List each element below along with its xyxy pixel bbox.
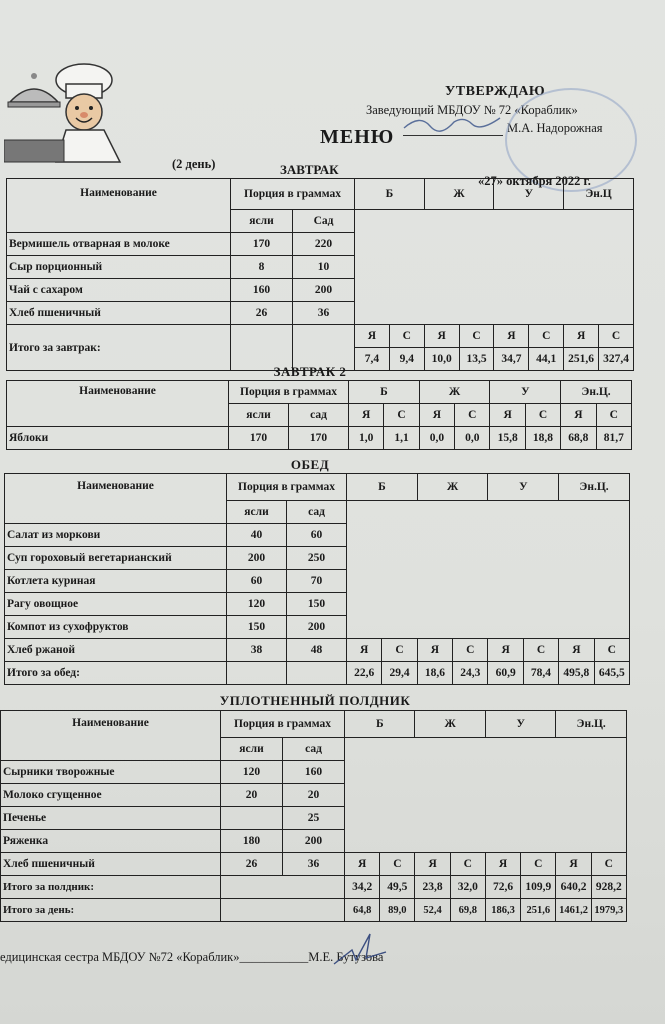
nutrient-value: 0,0: [419, 427, 454, 450]
approve-position: Заведующий МБДОУ № 72 «Кораблик»: [366, 103, 578, 117]
header-yasli: ясли: [221, 738, 283, 761]
dish-name: Чай с сахаром: [7, 279, 231, 302]
portion-yasli: 200: [227, 547, 287, 570]
col-s: С: [453, 639, 488, 662]
col-s: С: [389, 325, 424, 348]
header-b: Б: [349, 381, 420, 404]
nurse-name: М.Е. Бутузова: [308, 950, 384, 964]
dish-name: Молоко сгущенное: [1, 784, 221, 807]
portion-yasli: 150: [227, 616, 287, 639]
breakfast-title: ЗАВТРАК: [280, 162, 339, 177]
nurse-signature: [330, 930, 390, 970]
total-value: 327,4: [599, 348, 634, 371]
total-value: 645,5: [594, 662, 629, 685]
portion-sad: 170: [289, 427, 349, 450]
portion-yasli: 40: [227, 524, 287, 547]
header-sad: сад: [289, 404, 349, 427]
total-value: 34,7: [494, 348, 529, 371]
portion-sad: 200: [283, 830, 345, 853]
header-portion: Порция в граммах: [221, 711, 345, 738]
portion-sad: 48: [287, 639, 347, 662]
header-zh: Ж: [417, 474, 488, 501]
col-ya: Я: [559, 639, 594, 662]
total-value: 22,6: [347, 662, 382, 685]
header-b: Б: [347, 474, 418, 501]
header-yasli: ясли: [229, 404, 289, 427]
col-ya: Я: [347, 639, 382, 662]
header-yasli: ясли: [231, 210, 293, 233]
total-value: 78,4: [523, 662, 558, 685]
header-u: У: [494, 179, 564, 210]
total-value: 34,2: [345, 876, 380, 899]
total-value: 10,0: [424, 348, 459, 371]
blank-area: [355, 210, 634, 325]
day-total-value: 52,4: [415, 899, 450, 922]
header-portion: Порция в граммах: [229, 381, 349, 404]
portion-sad: 220: [293, 233, 355, 256]
total-value: 7,4: [355, 348, 390, 371]
total-value: 9,4: [389, 348, 424, 371]
menu-date: «27» октября 2022 г.: [478, 174, 591, 188]
total-label: Итого за полдник:: [1, 876, 221, 899]
portion-yasli: 180: [221, 830, 283, 853]
portion-sad: 36: [283, 853, 345, 876]
total-value: 13,5: [459, 348, 494, 371]
header-name: Наименование: [7, 381, 229, 427]
portion-yasli: 26: [231, 302, 293, 325]
day-label: (2 день): [172, 157, 216, 171]
col-s: С: [455, 404, 490, 427]
table-row: [7, 325, 634, 348]
header-sad: Сад: [293, 210, 355, 233]
header-en: Эн.Ц.: [559, 474, 630, 501]
portion-yasli: 170: [231, 233, 293, 256]
col-ya: Я: [345, 853, 380, 876]
col-s: С: [521, 853, 556, 876]
lunch-table: [4, 473, 630, 685]
col-ya: Я: [355, 325, 390, 348]
dish-name: Салат из моркови: [5, 524, 227, 547]
col-s: С: [594, 639, 629, 662]
table-row: [5, 639, 630, 662]
dish-name: Ряженка: [1, 830, 221, 853]
day-total-label: Итого за день:: [1, 899, 221, 922]
col-s: С: [525, 404, 560, 427]
dish-name: Хлеб ржаной: [5, 639, 227, 662]
dish-name: Котлета куриная: [5, 570, 227, 593]
col-s: С: [459, 325, 494, 348]
col-s: С: [523, 639, 558, 662]
approve-name: М.А. Надорожная: [507, 121, 603, 135]
dish-name: Яблоки: [7, 427, 229, 450]
header-u: У: [488, 474, 559, 501]
table-row: [1, 853, 627, 876]
header-b: Б: [345, 711, 415, 738]
dish-name: Компот из сухофруктов: [5, 616, 227, 639]
footer-nurse: [0, 950, 383, 965]
total-value: 72,6: [485, 876, 520, 899]
portion-sad: 10: [293, 256, 355, 279]
header-b: Б: [355, 179, 425, 210]
col-s: С: [599, 325, 634, 348]
signature-line: [403, 135, 503, 136]
breakfast-table: [6, 178, 634, 371]
portion-yasli: 20: [221, 784, 283, 807]
portion-yasli: 38: [227, 639, 287, 662]
dish-name: Печенье: [1, 807, 221, 830]
col-ya: Я: [494, 325, 529, 348]
col-ya: Я: [556, 853, 591, 876]
nutrient-value: 1,1: [384, 427, 419, 450]
header-name: Наименование: [5, 474, 227, 524]
col-ya: Я: [419, 404, 454, 427]
total-value: 109,9: [521, 876, 556, 899]
dish-name: Хлеб пшеничный: [7, 302, 231, 325]
nurse-position: едицинская сестра МБДОУ №72 «Кораблик»: [0, 950, 240, 964]
portion-sad: 60: [287, 524, 347, 547]
col-ya: Я: [415, 853, 450, 876]
total-value: 640,2: [556, 876, 591, 899]
nutrient-value: 68,8: [561, 427, 596, 450]
header-zh: Ж: [424, 179, 494, 210]
portion-yasli: 160: [231, 279, 293, 302]
blank-area: [347, 501, 630, 639]
total-value: 49,5: [380, 876, 415, 899]
total-label: Итого за завтрак:: [7, 325, 231, 371]
portion-sad: 20: [283, 784, 345, 807]
header-sad: сад: [283, 738, 345, 761]
header-yasli: ясли: [227, 501, 287, 524]
col-s: С: [380, 853, 415, 876]
empty-cell: [221, 876, 345, 899]
col-s: С: [596, 404, 631, 427]
day-total-value: 186,3: [485, 899, 520, 922]
header-en: Эн.Ц.: [556, 711, 627, 738]
total-value: 495,8: [559, 662, 594, 685]
nutrient-value: 15,8: [490, 427, 525, 450]
day-total-value: 69,8: [450, 899, 485, 922]
table-row: [7, 427, 632, 450]
header-name: Наименование: [1, 711, 221, 761]
col-ya: Я: [488, 639, 523, 662]
blank-area: [345, 738, 627, 853]
director-signature: [400, 110, 510, 134]
total-value: 29,4: [382, 662, 417, 685]
portion-sad: 150: [287, 593, 347, 616]
page-title: МЕНЮ: [320, 126, 395, 148]
portion-yasli: 120: [221, 761, 283, 784]
portion-sad: 250: [287, 547, 347, 570]
total-value: 24,3: [453, 662, 488, 685]
header-u: У: [490, 381, 561, 404]
total-value: 32,0: [450, 876, 485, 899]
signature-line: ___________: [239, 950, 309, 964]
dish-name: Хлеб пшеничный: [1, 853, 221, 876]
portion-yasli: 170: [229, 427, 289, 450]
header-sad: сад: [287, 501, 347, 524]
empty-cell: [287, 662, 347, 685]
day-totals-row: [1, 899, 627, 922]
col-ya: Я: [490, 404, 525, 427]
col-ya: Я: [485, 853, 520, 876]
day-total-value: 64,8: [345, 899, 380, 922]
col-s: С: [529, 325, 564, 348]
dish-name: Сыр порционный: [7, 256, 231, 279]
col-s: С: [450, 853, 485, 876]
snack-title: УПЛОТНЕННЫЙ ПОЛДНИК: [219, 693, 411, 708]
portion-sad: 70: [287, 570, 347, 593]
day-total-value: 251,6: [521, 899, 556, 922]
chef-illustration: [4, 58, 128, 164]
lunch-title: ОБЕД: [290, 457, 330, 472]
total-value: 18,6: [417, 662, 452, 685]
total-value: 928,2: [591, 876, 626, 899]
empty-cell: [221, 899, 345, 922]
dish-name: Суп гороховый вегетарианский: [5, 547, 227, 570]
header-zh: Ж: [415, 711, 485, 738]
portion-yasli: 120: [227, 593, 287, 616]
portion-yasli: 26: [221, 853, 283, 876]
day-total-value: 89,0: [380, 899, 415, 922]
approve-title: УТВЕРЖДАЮ: [445, 84, 546, 99]
col-s: С: [384, 404, 419, 427]
header-portion: Порция в граммах: [231, 179, 355, 210]
breakfast2-title: ЗАВТРАК 2: [273, 364, 347, 379]
portion-yasli: [221, 807, 283, 830]
dish-name: Вермишель отварная в молоке: [7, 233, 231, 256]
col-ya: Я: [561, 404, 596, 427]
total-value: 23,8: [415, 876, 450, 899]
snack-table: [0, 710, 627, 922]
col-ya: Я: [349, 404, 384, 427]
day-total-value: 1461,2: [556, 899, 591, 922]
total-value: 60,9: [488, 662, 523, 685]
empty-cell: [227, 662, 287, 685]
header-zh: Ж: [419, 381, 490, 404]
portion-sad: 160: [283, 761, 345, 784]
col-s: С: [591, 853, 626, 876]
total-label: Итого за обед:: [5, 662, 227, 685]
nutrient-value: 1,0: [349, 427, 384, 450]
portion-sad: 25: [283, 807, 345, 830]
dish-name: Сырники творожные: [1, 761, 221, 784]
portion-sad: 200: [287, 616, 347, 639]
nutrient-value: 0,0: [455, 427, 490, 450]
header-en: Эн.Ц.: [561, 381, 632, 404]
portion-sad: 36: [293, 302, 355, 325]
header-en: Эн.Ц: [564, 179, 634, 210]
totals-row: [5, 662, 630, 685]
portion-sad: 200: [293, 279, 355, 302]
col-ya: Я: [417, 639, 452, 662]
total-value: 251,6: [564, 348, 599, 371]
header-u: У: [485, 711, 555, 738]
nutrient-value: 18,8: [525, 427, 560, 450]
day-total-value: 1979,3: [591, 899, 626, 922]
header-portion: Порция в граммах: [227, 474, 347, 501]
breakfast2-table: [6, 380, 632, 450]
nutrient-value: 81,7: [596, 427, 631, 450]
total-value: 44,1: [529, 348, 564, 371]
totals-row: [1, 876, 627, 899]
col-ya: Я: [564, 325, 599, 348]
col-s: С: [382, 639, 417, 662]
portion-yasli: 8: [231, 256, 293, 279]
dish-name: Рагу овощное: [5, 593, 227, 616]
portion-yasli: 60: [227, 570, 287, 593]
col-ya: Я: [424, 325, 459, 348]
header-name: Наименование: [7, 179, 231, 233]
